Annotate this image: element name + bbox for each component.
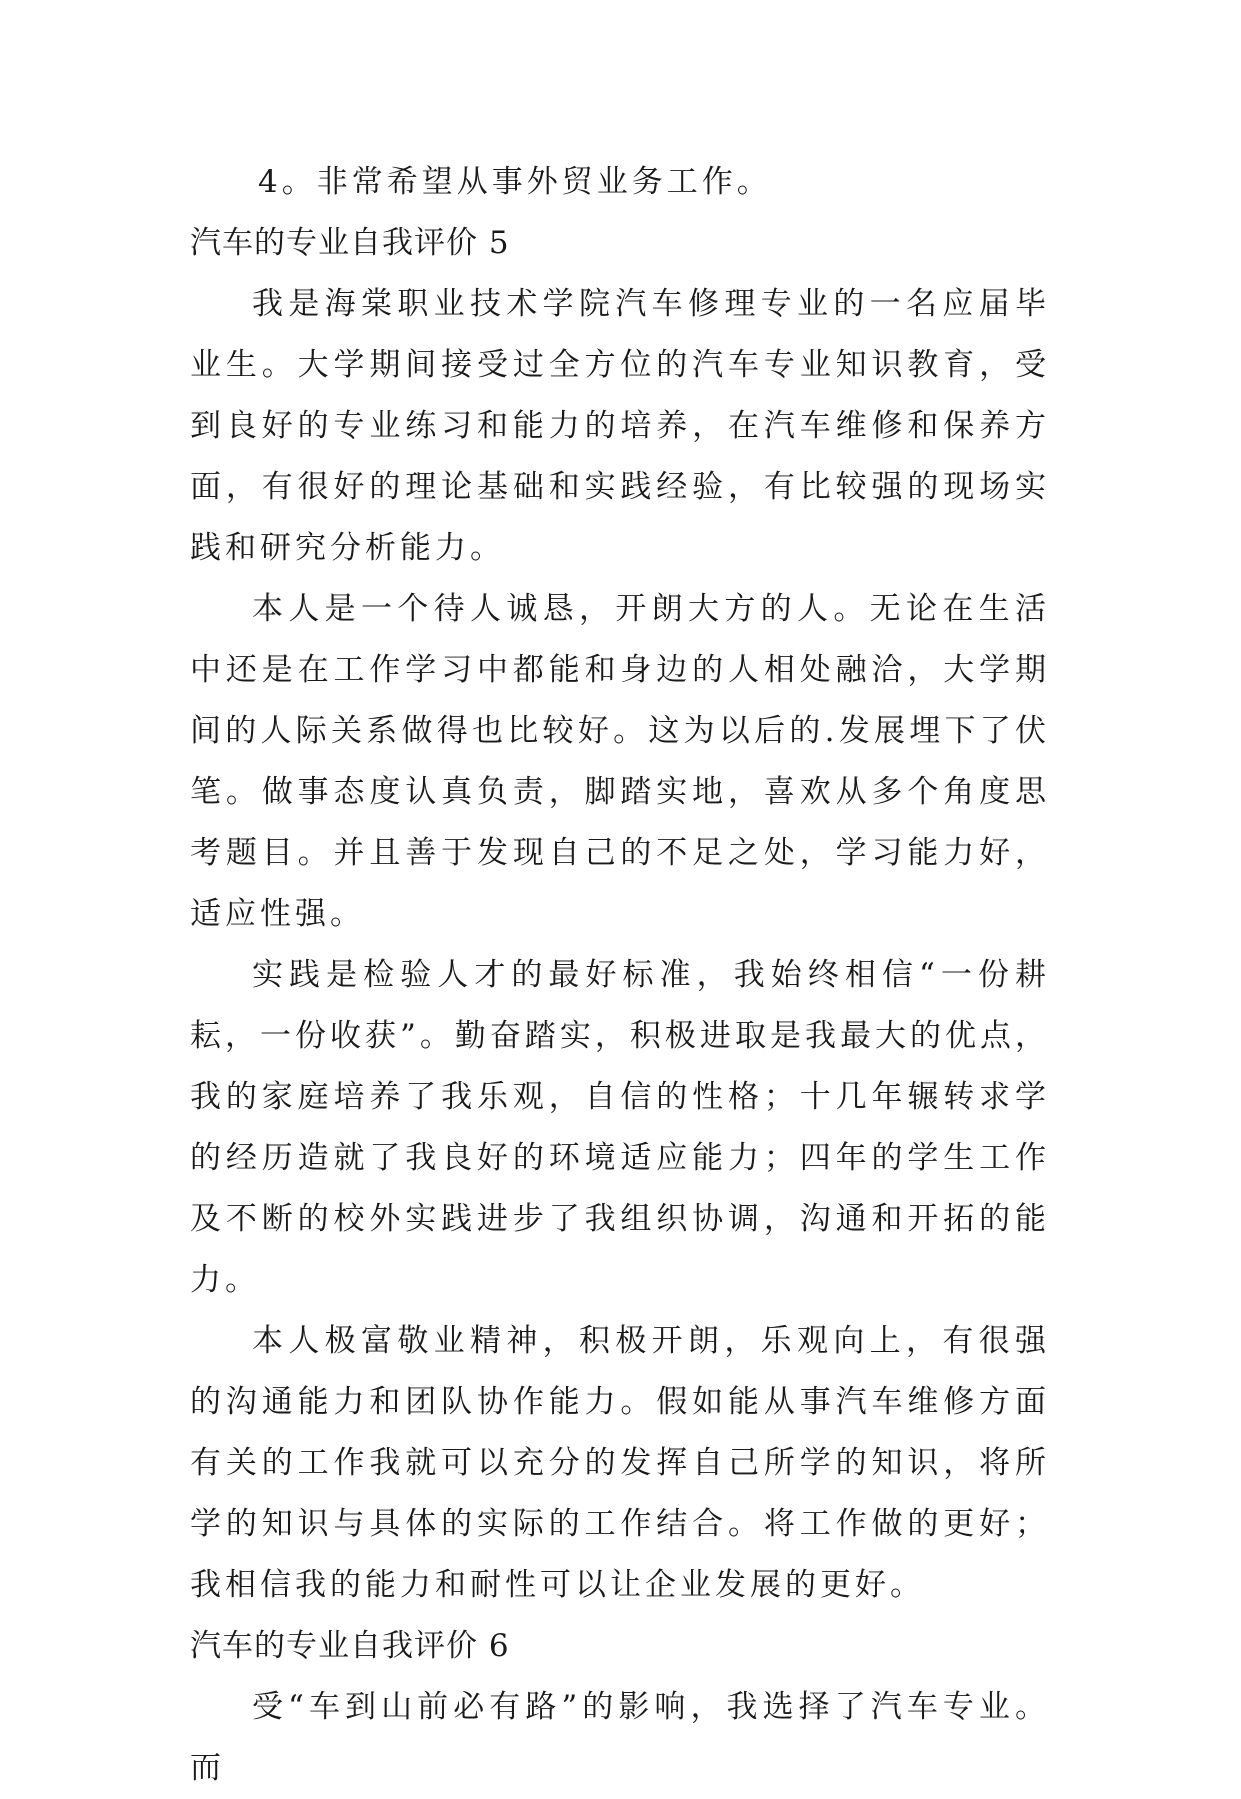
section5-paragraph-4: 本人极富敬业精神，积极开朗，乐观向上，有很强的沟通能力和团队协作能力。假如能从事汽车维修方面有关的工作我就可以充分的发挥自己所学的知识，将所学的知识与具体的实际的工作结合。将工作做的更好；我相信我的能力和耐性可以让企业发展的更好。 bbox=[190, 1323, 1050, 1603]
section5-paragraph-1: 我是海棠职业技术学院汽车修理专业的一名应届毕业生。大学期间接受过全方位的汽车专业知识教育，受到良好的专业练习和能力的培养，在汽车维修和保养方面，有很好的理论基础和实践经验，有比较强的现场实践和研究分析能力。 bbox=[190, 286, 1050, 566]
section5-paragraph-3: 实践是检验人才的最好标准，我始终相信“一份耕耘，一份收获”。勤奋踏实，积极进取是我最大的优点，我的家庭培养了我乐观，自信的性格；十几年辗转求学的经历造就了我良好的环境适应能力；四年的学生工作及不断的校外实践进步了我组织协调，沟通和开拓的能力。 bbox=[190, 957, 1050, 1298]
section-heading-6: 汽车的专业自我评价 6 bbox=[190, 1628, 510, 1664]
list-item-4: 4。非常希望从事外贸业务工作。 bbox=[258, 164, 772, 200]
section5-paragraph-2: 本人是一个待人诚恳，开朗大方的人。无论在生活中还是在工作学习中都能和身边的人相处融洽，大学期间的人际关系做得也比较好。这为以后的.发展埋下了伏笔。做事态度认真负责，脚踏实地，喜欢从多个角度思考题目。并且善于发现自己的不足之处，学习能力好，适应性强。 bbox=[190, 591, 1050, 932]
section-heading-5: 汽车的专业自我评价 5 bbox=[190, 225, 510, 261]
document-page bbox=[190, 152, 1050, 1799]
section6-paragraph-1: 受“车到山前必有路”的影响，我选择了汽车专业。而 bbox=[190, 1689, 1050, 1786]
